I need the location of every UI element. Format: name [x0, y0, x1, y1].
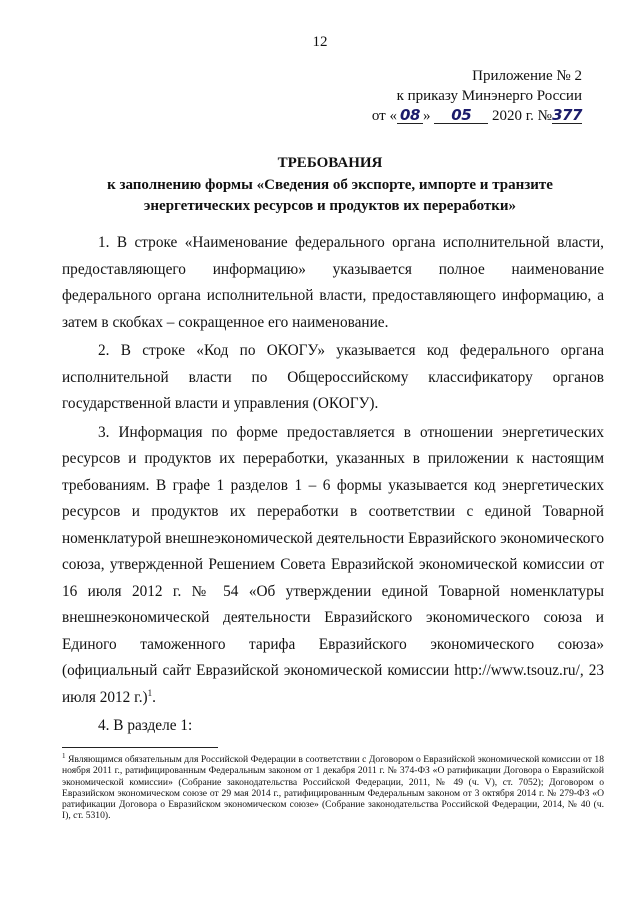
appendix-title: Приложение № 2 [472, 68, 582, 84]
title-heading: ТРЕБОВАНИЯ [277, 155, 383, 171]
paragraph-1: 1. В строке «Наименование федерального органа исполнительной власти, предоставляющего информацию» указывается полное наименование федерального органа исполнительной власти, предоставляющего информацию, а затем в скобках – сокращенное его наименование. [62, 234, 604, 331]
order-reference: к приказу Минэнерго России [396, 88, 582, 104]
title-subtitle-line-1: к заполнению формы «Сведения об экспорте, импорте и транзите [107, 177, 553, 193]
paragraph-3 [62, 420, 604, 712]
year-text: 2020 г. № [491, 108, 552, 124]
handwritten-month: 05 [434, 107, 488, 124]
day-close: » [422, 108, 431, 124]
footnote-text: Являющимся обязательным для Российской Федерации в соответствии с Договором о Евразийской экономической комиссии от 18 ноября 2011 г., ратифицированным Федеральным законом от 1 декабря 2011 г. № 374-ФЗ «О ратификации Договора о Евразийской экономической комиссии» (Собрание законодательства Российской Федерации, 2011, № 49 (ч. V), ст. 7052); Договором о Евразийском экономическом союзе от 29 мая 2014 г., ратифицированным Федеральным законом от 3 октября 2014 г. № 279-ФЗ «О ратификации Договора о Евразийском экономическом союзе» (Собрание законодательства Российской Федерации, 2014, № 40 (ч. I), ст. 5310). [62, 754, 604, 822]
handwritten-day: 08 [397, 107, 423, 124]
footnote [62, 751, 604, 822]
handwritten-order-number: 377 [552, 106, 582, 124]
paragraph-2: 2. В строке «Код по ОКОГУ» указывается код федерального органа исполнительной власти по Общероссийскому классификатору органов государственной власти и управления (ОКОГУ). [62, 342, 604, 412]
footnote-reference: 1 [147, 687, 153, 698]
footnote-separator [62, 747, 218, 748]
date-prefix: от « [371, 108, 397, 124]
title-subtitle-line-2: энергетических ресурсов и продуктов их переработки» [143, 198, 517, 214]
order-date-line [322, 106, 582, 126]
footnote-mark: 1 [62, 751, 66, 760]
paragraph-3-end: . [152, 688, 156, 706]
paragraph-3-text: 3. Информация по форме предоставляется в отношении энергетических ресурсов и продуктов их переработки, указанных в приложении к настоящим требованиям. В графе 1 разделов 1 – 6 формы указывается код энергетических ресурсов и продуктов их переработки в соответствии с единой Товарной номенклатурой внешнеэкономической деятельности Евразийского экономического союза, утвержденной Решением Совета Евразийской экономической комиссии от 16 июля 2012 г. № 54 «Об утверждении единой Товарной номенклатуры внешнеэкономической деятельности Евразийского экономического союза и Единого таможенного тарифа Евразийского экономического союза» (официальный сайт Евразийской экономической комиссии http://www.tsouz.ru/, 23 июля 2012 г.) [62, 423, 604, 706]
page-number: 12 [312, 34, 328, 50]
document-title [60, 153, 600, 217]
appendix-header [322, 66, 582, 126]
document-body [62, 230, 604, 740]
paragraph-4: 4. В разделе 1: [98, 717, 193, 734]
